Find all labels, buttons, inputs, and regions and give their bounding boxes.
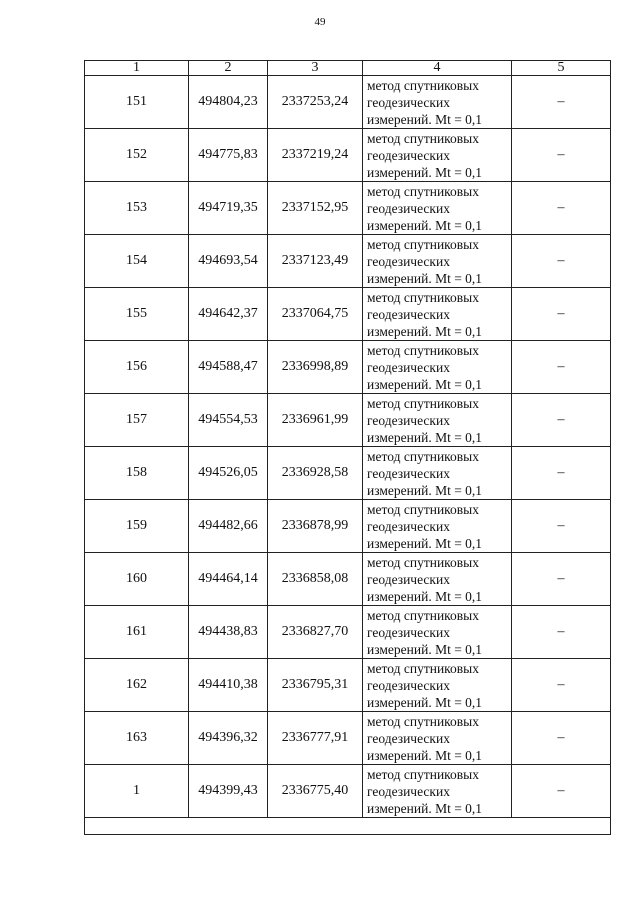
coord-x: 494482,66 [189,500,268,553]
remark-cell: – [512,553,611,606]
method-cell [363,394,512,447]
table-row [85,182,611,235]
remark-cell: – [512,447,611,500]
method-line-3: измерений. Mt = 0,1 [367,270,483,286]
remark-cell: – [512,394,611,447]
method-cell [363,288,512,341]
point-number: 159 [85,500,189,553]
coord-y: 2336795,31 [268,659,363,712]
method-line-3: измерений. Mt = 0,1 [367,164,483,180]
method-line-3: измерений. Mt = 0,1 [367,429,483,445]
method-line-2: геодезических [367,147,450,163]
coord-x: 494464,14 [189,553,268,606]
method-line-2: геодезических [367,306,450,322]
method-line-1: метод спутниковых [367,236,479,252]
coord-x: 494526,05 [189,447,268,500]
remark-cell: – [512,76,611,129]
method-line-3: измерений. Mt = 0,1 [367,376,483,392]
method-line-1: метод спутниковых [367,713,479,729]
coord-y: 2336998,89 [268,341,363,394]
page-number: 49 [314,16,326,28]
remark-cell: – [512,712,611,765]
method-line-2: геодезических [367,465,450,481]
header-row [85,61,611,76]
coord-x: 494804,23 [189,76,268,129]
coord-x: 494588,47 [189,341,268,394]
header-cell-3: 3 [268,61,363,76]
method-line-2: геодезических [367,518,450,534]
method-line-2: геодезических [367,571,450,587]
coord-x: 494399,43 [189,765,268,818]
method-line-3: измерений. Mt = 0,1 [367,800,483,816]
table-row [85,765,611,818]
method-cell [363,606,512,659]
remark-cell: – [512,129,611,182]
remark-cell: – [512,500,611,553]
table-row [85,500,611,553]
coord-y: 2336878,99 [268,500,363,553]
point-number: 153 [85,182,189,235]
method-line-2: геодезических [367,200,450,216]
table-row [85,76,611,129]
table-row [85,659,611,712]
method-line-2: геодезических [367,677,450,693]
method-cell [363,659,512,712]
coord-y: 2336858,08 [268,553,363,606]
remark-cell: – [512,606,611,659]
coord-y: 2337123,49 [268,235,363,288]
method-line-1: метод спутниковых [367,183,479,199]
remark-cell: – [512,235,611,288]
coordinates-table [84,60,611,835]
coord-y: 2337253,24 [268,76,363,129]
point-number: 152 [85,129,189,182]
method-line-3: измерений. Mt = 0,1 [367,747,483,763]
table-row [85,235,611,288]
point-number: 161 [85,606,189,659]
empty-cell [85,818,611,835]
coord-y: 2337152,95 [268,182,363,235]
method-line-1: метод спутниковых [367,607,479,623]
coord-x: 494410,38 [189,659,268,712]
method-line-3: измерений. Mt = 0,1 [367,641,483,657]
table-row [85,341,611,394]
method-line-2: геодезических [367,359,450,375]
table-row [85,553,611,606]
method-cell [363,129,512,182]
coord-y: 2336777,91 [268,712,363,765]
method-cell [363,500,512,553]
coord-y: 2336775,40 [268,765,363,818]
coord-y: 2336961,99 [268,394,363,447]
method-line-2: геодезических [367,730,450,746]
empty-row [85,818,611,835]
method-line-1: метод спутниковых [367,395,479,411]
method-cell [363,341,512,394]
method-line-1: метод спутниковых [367,660,479,676]
header-cell-1: 1 [85,61,189,76]
header-cell-4: 4 [363,61,512,76]
remark-cell: – [512,659,611,712]
table-body [85,76,611,835]
remark-cell: – [512,182,611,235]
table-row [85,606,611,659]
table-row [85,447,611,500]
method-line-1: метод спутниковых [367,554,479,570]
coord-y: 2336827,70 [268,606,363,659]
point-number: 162 [85,659,189,712]
coord-x: 494554,53 [189,394,268,447]
coord-x: 494642,37 [189,288,268,341]
method-line-2: геодезических [367,253,450,269]
method-line-1: метод спутниковых [367,289,479,305]
method-line-1: метод спутниковых [367,501,479,517]
method-line-2: геодезических [367,624,450,640]
point-number: 163 [85,712,189,765]
coord-y: 2337064,75 [268,288,363,341]
table-row [85,288,611,341]
method-cell [363,182,512,235]
header-cell-2: 2 [189,61,268,76]
method-line-3: измерений. Mt = 0,1 [367,482,483,498]
point-number: 151 [85,76,189,129]
method-cell [363,447,512,500]
method-cell [363,553,512,606]
point-number: 156 [85,341,189,394]
method-line-1: метод спутниковых [367,77,479,93]
method-cell [363,765,512,818]
method-line-1: метод спутниковых [367,766,479,782]
coord-y: 2337219,24 [268,129,363,182]
table-row [85,394,611,447]
point-number: 160 [85,553,189,606]
point-number: 155 [85,288,189,341]
point-number: 158 [85,447,189,500]
coord-x: 494775,83 [189,129,268,182]
method-line-2: геодезических [367,783,450,799]
method-line-1: метод спутниковых [367,342,479,358]
point-number: 157 [85,394,189,447]
method-line-2: геодезических [367,412,450,428]
coord-x: 494693,54 [189,235,268,288]
point-number: 154 [85,235,189,288]
method-cell [363,235,512,288]
method-line-1: метод спутниковых [367,448,479,464]
method-line-3: измерений. Mt = 0,1 [367,535,483,551]
method-line-3: измерений. Mt = 0,1 [367,588,483,604]
coord-x: 494396,32 [189,712,268,765]
method-line-3: измерений. Mt = 0,1 [367,217,483,233]
coord-x: 494438,83 [189,606,268,659]
method-cell [363,712,512,765]
method-line-1: метод спутниковых [367,130,479,146]
method-line-3: измерений. Mt = 0,1 [367,323,483,339]
method-line-2: геодезических [367,94,450,110]
header-cell-5: 5 [512,61,611,76]
method-line-3: измерений. Mt = 0,1 [367,694,483,710]
table-row [85,129,611,182]
remark-cell: – [512,288,611,341]
coord-x: 494719,35 [189,182,268,235]
method-cell [363,76,512,129]
point-number: 1 [85,765,189,818]
table-row [85,712,611,765]
coord-y: 2336928,58 [268,447,363,500]
remark-cell: – [512,765,611,818]
method-line-3: измерений. Mt = 0,1 [367,111,483,127]
remark-cell: – [512,341,611,394]
